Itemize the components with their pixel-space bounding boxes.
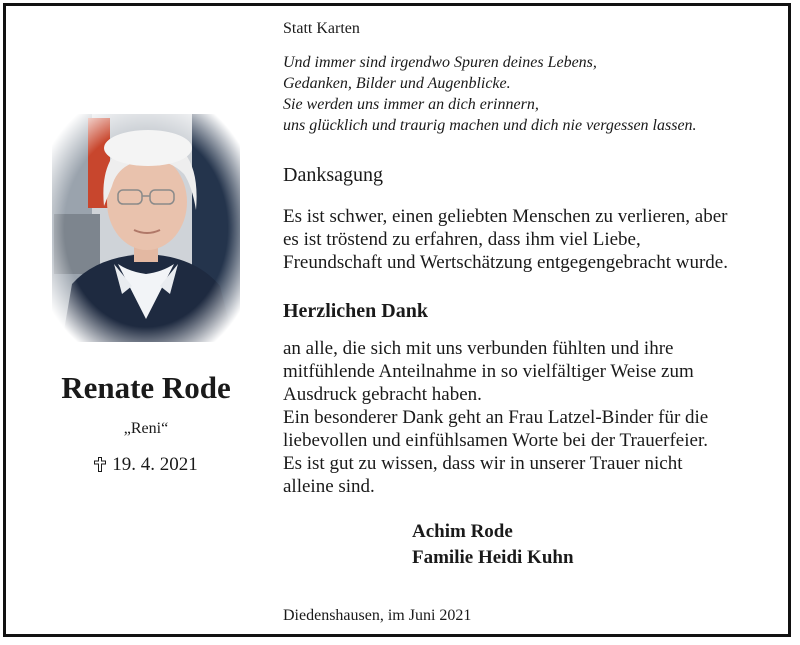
poem — [283, 52, 783, 136]
thanks-body — [283, 337, 783, 498]
body-line: Ausdruck gebracht haben. — [283, 384, 482, 405]
death-date: 19. 4. 2021 — [112, 454, 198, 475]
deceased-name: Renate Rode — [61, 370, 231, 405]
poem-line: Gedanken, Bilder und Augenblicke. — [283, 75, 511, 92]
signer-name: Familie Heidi Kuhn — [412, 547, 574, 568]
body-line: Ein besonderer Dank geht an Frau Latzel-Binder für die — [283, 407, 709, 428]
thanks-intro — [283, 205, 783, 274]
portrait-photo — [52, 114, 240, 342]
intro-line: Freundschaft und Wertschätzung entgegengebracht wurde. — [283, 252, 728, 273]
intro-line: es ist tröstend zu erfahren, dass ihm viel Liebe, — [283, 229, 641, 250]
body-line: liebevollen und einfühlsamen Worte bei der Trauerfeier. — [283, 430, 708, 451]
place-and-date: Diedenshausen, im Juni 2021 — [283, 607, 472, 624]
signer-name: Achim Rode — [412, 521, 513, 542]
body-line: Es ist gut zu wissen, dass wir in unserer Trauer nicht — [283, 453, 683, 474]
deceased-nickname: „Reni“ — [123, 420, 169, 437]
statt-karten-note: Statt Karten — [283, 20, 360, 37]
thanks-subheading: Herzlichen Dank — [283, 300, 428, 322]
poem-line: Sie werden uns immer an dich erinnern, — [283, 96, 539, 113]
poem-line: uns glücklich und traurig machen und dich nie vergessen lassen. — [283, 117, 697, 134]
poem-line: Und immer sind irgendwo Spuren deines Lebens, — [283, 54, 597, 71]
cross-icon — [94, 457, 106, 472]
intro-line: Es ist schwer, einen geliebten Menschen zu verlieren, aber — [283, 206, 728, 227]
body-line: an alle, die sich mit uns verbunden fühlten und ihre — [283, 338, 674, 359]
thanks-heading: Danksagung — [283, 164, 383, 186]
body-line: alleine sind. — [283, 476, 375, 497]
death-date-line — [40, 454, 252, 476]
body-line: mitfühlende Anteilnahme in so vielfältiger Weise zum — [283, 361, 694, 382]
signers — [412, 519, 574, 571]
